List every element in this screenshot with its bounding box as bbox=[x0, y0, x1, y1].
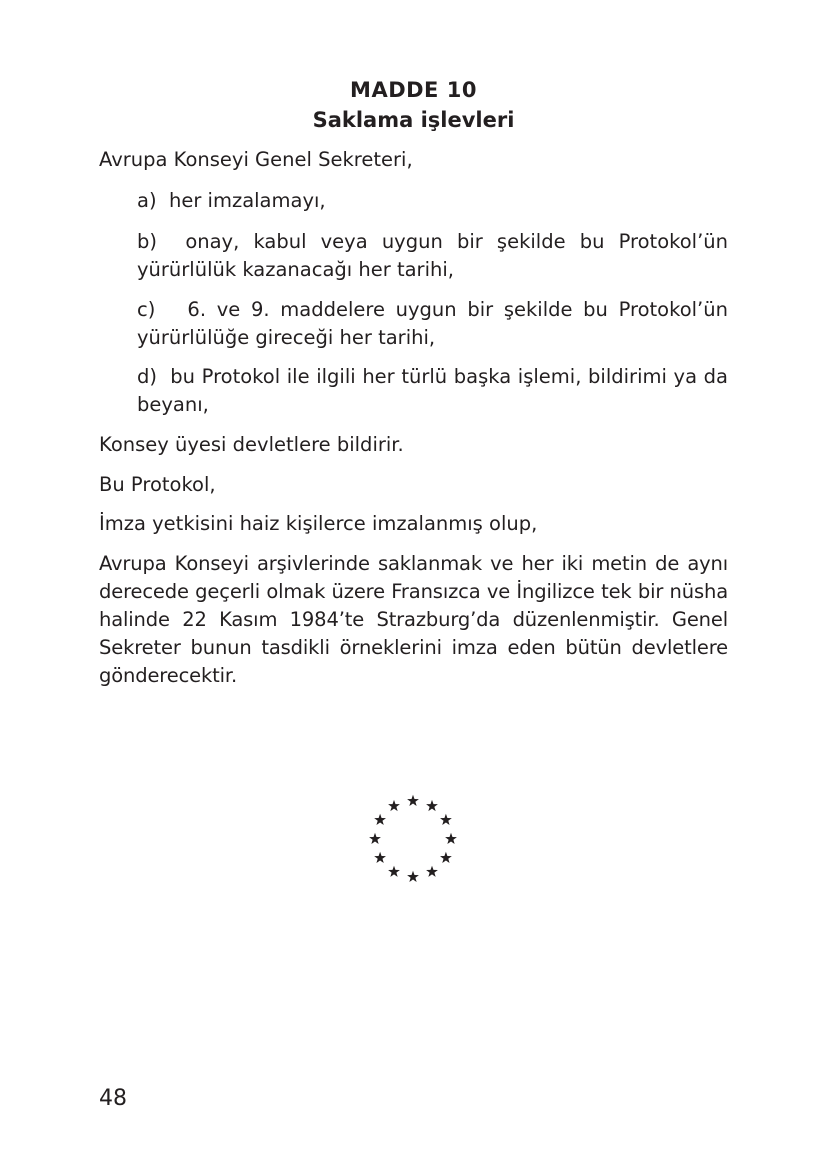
star-icon bbox=[445, 833, 457, 844]
star-icon bbox=[374, 852, 386, 863]
list-item-a bbox=[137, 187, 728, 215]
item-text: 6. ve 9. maddelere uygun bir şekilde bu Protokol’ün yürürlülüğe gireceği her tarihi, bbox=[137, 298, 728, 349]
list-item-c bbox=[137, 296, 728, 352]
item-text: bu Protokol ile ilgili her türlü başka işlemi, bildirimi ya da beyanı, bbox=[137, 365, 728, 416]
star-icon bbox=[440, 814, 452, 825]
star-icon bbox=[388, 866, 400, 877]
star-icon bbox=[407, 795, 419, 806]
list-item-b bbox=[137, 228, 728, 284]
star-icon bbox=[374, 814, 386, 825]
star-icon bbox=[407, 871, 419, 882]
list-item-d bbox=[137, 363, 728, 419]
item-label: c) bbox=[137, 298, 156, 321]
item-text: onay, kabul veya uygun bir şekilde bu Protokol’ün yürürlülük kazanacağı her tarihi, bbox=[137, 230, 728, 281]
star-icon bbox=[440, 852, 452, 863]
item-label: a) bbox=[137, 189, 157, 212]
star-icon bbox=[426, 866, 438, 877]
item-text: her imzalamayı, bbox=[168, 189, 326, 212]
star-icon bbox=[426, 800, 438, 811]
eu-stars-emblem bbox=[363, 790, 463, 890]
star-icon bbox=[388, 800, 400, 811]
star-icon bbox=[369, 833, 381, 844]
closing-line-2: Bu Protokol, bbox=[99, 473, 216, 496]
closing-line-1: Konsey üyesi devletlere bildirir. bbox=[99, 433, 404, 456]
article-title: Saklama işlevleri bbox=[312, 108, 515, 132]
closing-line-3: İmza yetkisini haiz kişilerce imzalanmış olup, bbox=[99, 512, 538, 535]
article-heading: MADDE 10 bbox=[350, 78, 477, 102]
closing-paragraph: Avrupa Konseyi arşivlerinde saklanmak ve her iki metin de aynı derecede geçerli olmak üzere Fransızca ve İngilizce tek bir nüsha halinde 22 Kasım 1984’te Strazburg’da düzenlenmiştir. Genel Sekreter bunun tasdikli örneklerini imza eden bütün devletlere gönderecektir. bbox=[99, 552, 728, 687]
item-label: b) bbox=[137, 230, 157, 253]
page-number: 48 bbox=[99, 1086, 127, 1111]
intro-paragraph: Avrupa Konseyi Genel Sekreteri, bbox=[99, 148, 413, 171]
item-label: d) bbox=[137, 365, 157, 388]
